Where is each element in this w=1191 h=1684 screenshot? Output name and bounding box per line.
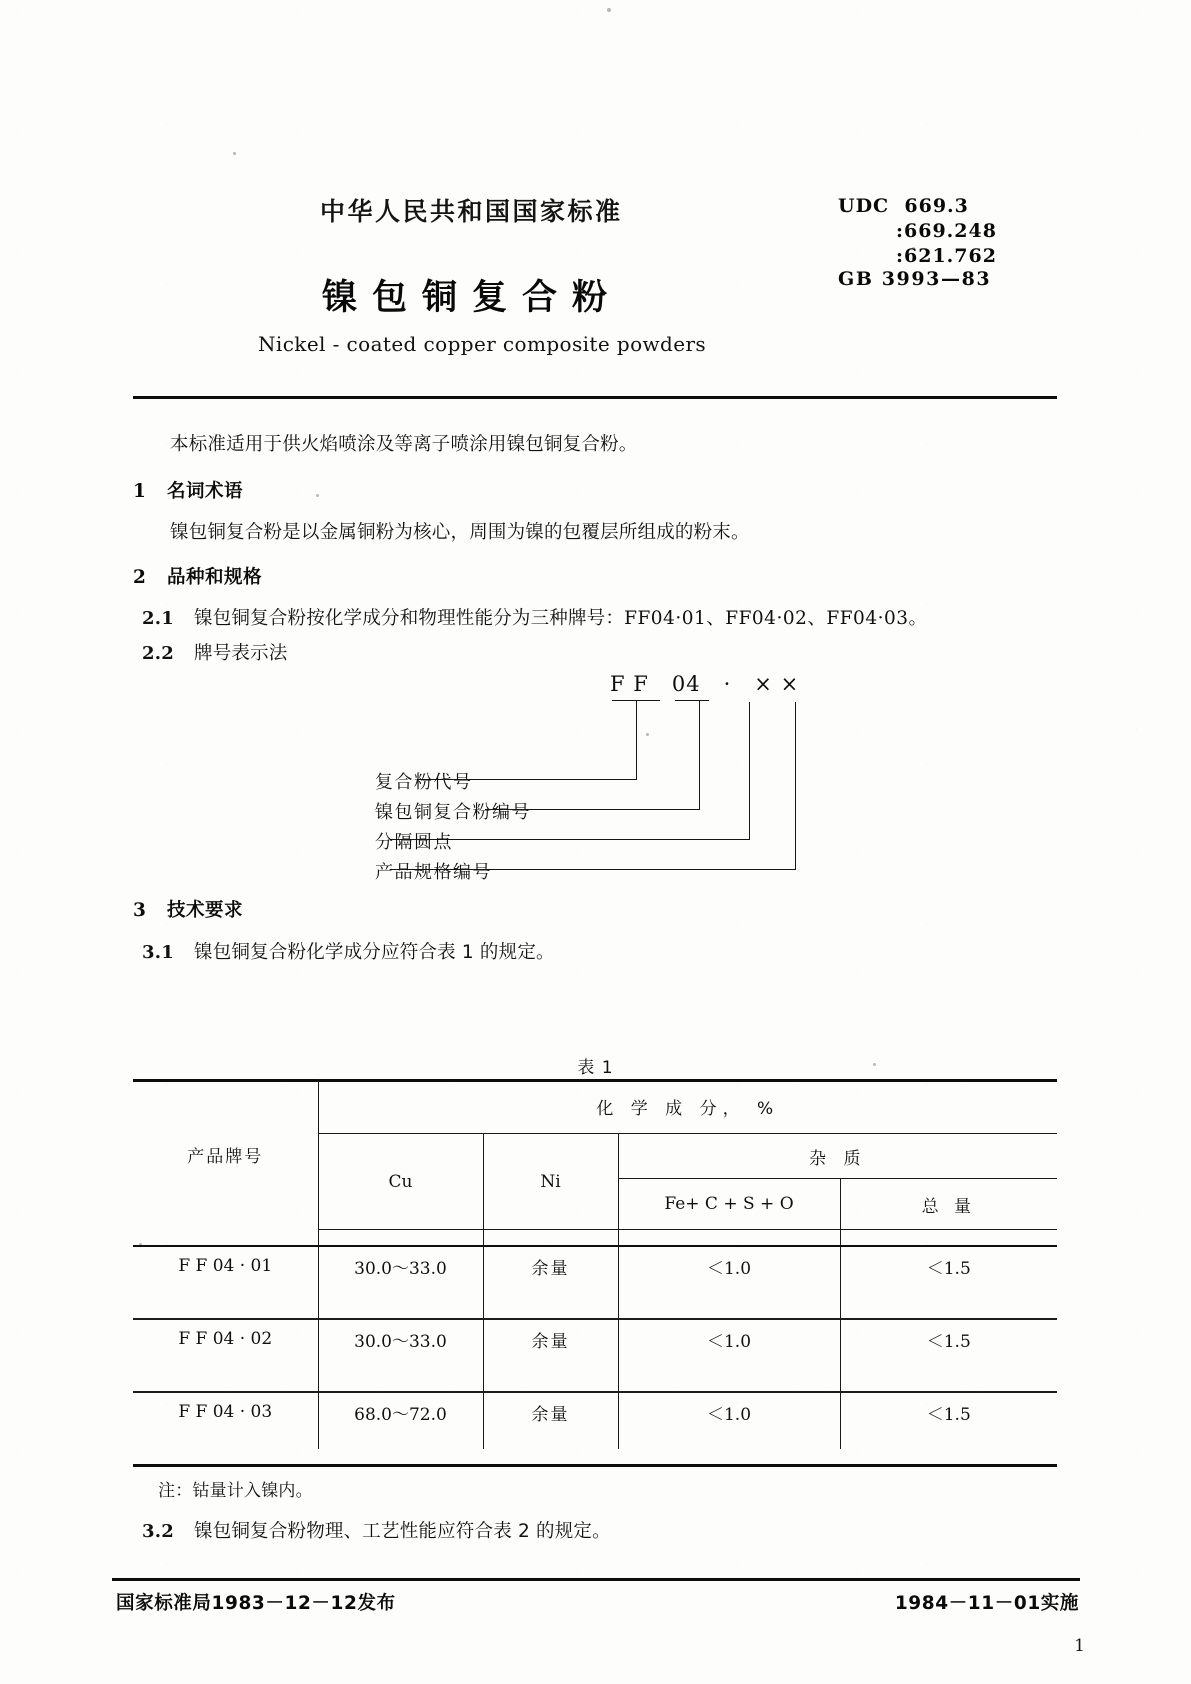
clause-3-2-number: 3.2	[142, 1521, 174, 1542]
diagram-label-serial-number: 镍包铜复合粉编号	[375, 802, 531, 823]
table-header-chemical-composition: 化 学 成 分， %	[318, 1079, 1057, 1134]
clause-2-1-number: 2.1	[142, 608, 174, 629]
leader-vertical-1	[636, 700, 637, 780]
clause-3-1	[142, 938, 555, 964]
section-1-heading	[133, 477, 243, 503]
clause-2-1-text: 镍包铜复合粉按化学成分和物理性能分为三种牌号：	[194, 608, 625, 629]
scope-paragraph: 本标准适用于供火焰喷涂及等离子喷涂用镍包铜复合粉。	[170, 434, 638, 455]
clause-2-2	[142, 639, 288, 665]
cell-cu: 68.0～72.0	[318, 1376, 483, 1449]
table-header-impurity: 杂 质	[618, 1134, 1057, 1179]
national-standard-line: 中华人民共和国国家标准	[320, 197, 623, 226]
scan-speck	[316, 494, 319, 497]
table-header-product-grade: 产品牌号	[133, 1079, 318, 1230]
cell-ni: 余量	[483, 1230, 618, 1303]
header-divider-rule	[133, 396, 1057, 399]
table-row-divider	[133, 1318, 1057, 1320]
footer-effective-date: 1984－11－01实施	[894, 1593, 1079, 1614]
section-1-number: 1	[133, 481, 147, 502]
footer-divider-rule	[112, 1578, 1080, 1581]
section-1-body: 镍包铜复合粉是以金属铜粉为核心，周围为镍的包覆层所组成的粉末。	[170, 522, 750, 543]
table-header-row-group	[133, 1079, 1057, 1134]
diagram-label-product-spec-number: 产品规格编号	[375, 862, 492, 883]
clause-3-1-number: 3.1	[142, 942, 174, 963]
clause-2-1-grades: FF04·01、FF04·02、FF04·03。	[624, 608, 928, 629]
standard-number: GB 3993—83	[838, 268, 992, 290]
table-header-total: 总 量	[840, 1179, 1057, 1230]
cell-cu: 30.0～33.0	[318, 1230, 483, 1303]
table-row-divider	[133, 1391, 1057, 1393]
clause-2-1	[142, 604, 928, 630]
table-header-ni: Ni	[483, 1134, 618, 1230]
clause-3-2	[142, 1517, 611, 1543]
udc-line-2: :669.248	[896, 220, 997, 242]
udc-line-1: UDC 669.3	[838, 195, 969, 217]
cell-cu: 30.0～33.0	[318, 1303, 483, 1376]
table-header-bottom-border	[133, 1245, 1057, 1247]
section-3-title: 技术要求	[167, 900, 244, 921]
footer-issue-date: 国家标准局1983－12－12发布	[116, 1593, 396, 1614]
diagram-label-powder-code: 复合粉代号	[375, 772, 473, 793]
section-3-number: 3	[133, 900, 147, 921]
table-1-note: 注：钴量计入镍内。	[158, 1481, 313, 1501]
clause-2-2-number: 2.2	[142, 643, 174, 664]
table-1-caption: 表 1	[577, 1058, 614, 1078]
code-underline-04	[675, 700, 709, 701]
diagram-label-separator-dot: 分隔圆点	[375, 832, 453, 853]
cell-fe-c-s-o: ＜1.0	[618, 1303, 840, 1376]
cell-ni: 余量	[483, 1376, 618, 1449]
designation-diagram	[130, 672, 1060, 892]
section-1-title: 名词术语	[167, 481, 244, 502]
scan-speck	[607, 8, 611, 12]
section-2-title: 品种和规格	[167, 567, 263, 588]
cell-total: ＜1.5	[840, 1230, 1057, 1303]
section-3-heading	[133, 896, 243, 922]
designation-code-string: F F 04 · × ×	[610, 672, 800, 696]
clause-2-2-title: 牌号表示法	[194, 643, 288, 664]
leader-vertical-3	[749, 702, 750, 840]
udc-classification	[838, 194, 997, 269]
cell-total: ＜1.5	[840, 1376, 1057, 1449]
cell-grade: F F 04 · 02	[133, 1303, 318, 1376]
table-1-chemical-composition	[133, 1079, 1057, 1449]
clause-3-1-text: 镍包铜复合粉化学成分应符合表 1 的规定。	[194, 942, 555, 963]
section-2-number: 2	[133, 567, 147, 588]
cell-fe-c-s-o: ＜1.0	[618, 1376, 840, 1449]
leader-vertical-4	[795, 702, 796, 870]
page-title-english: Nickel - coated copper composite powders	[258, 332, 707, 356]
clause-3-2-text: 镍包铜复合粉物理、工艺性能应符合表 2 的规定。	[194, 1521, 611, 1542]
cell-ni: 余量	[483, 1303, 618, 1376]
table-row	[133, 1230, 1057, 1303]
udc-line-3: :621.762	[896, 245, 997, 267]
page-number: 1	[1074, 1636, 1085, 1656]
section-2-heading	[133, 563, 262, 589]
cell-grade: F F 04 · 01	[133, 1230, 318, 1303]
cell-total: ＜1.5	[840, 1303, 1057, 1376]
table-row	[133, 1376, 1057, 1449]
scan-speck	[233, 152, 236, 155]
table-bottom-border	[133, 1464, 1057, 1467]
cell-fe-c-s-o: ＜1.0	[618, 1230, 840, 1303]
cell-grade: F F 04 · 03	[133, 1376, 318, 1449]
table-row	[133, 1303, 1057, 1376]
leader-vertical-2	[699, 700, 700, 810]
table-header-fe-c-s-o: Fe+ C + S + O	[618, 1179, 840, 1230]
page-title: 镍包铜复合粉	[322, 278, 623, 318]
table-header-cu: Cu	[318, 1134, 483, 1230]
